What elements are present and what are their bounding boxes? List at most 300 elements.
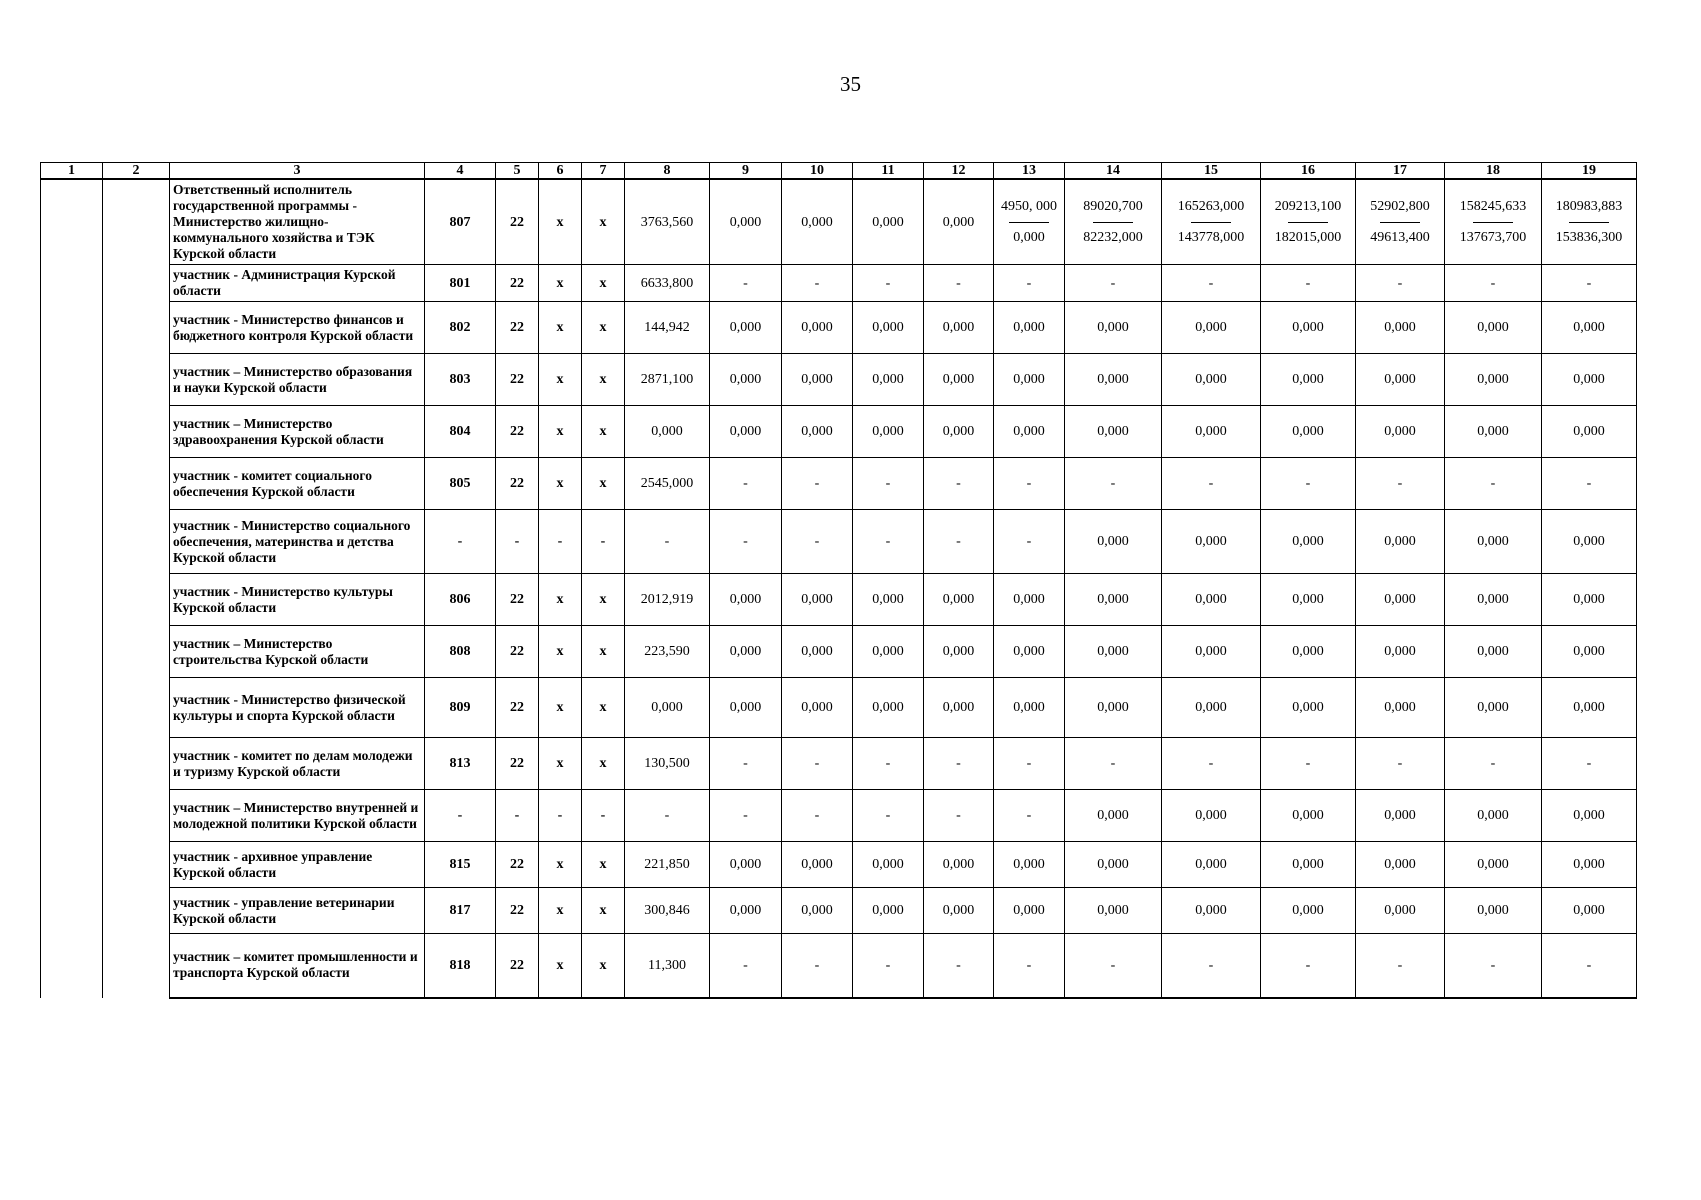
table-row [41, 179, 1637, 265]
header-row [41, 163, 1637, 180]
table-row [41, 510, 1637, 574]
value-cell: 300,846 [625, 888, 710, 934]
value-bottom: 137673,700 [1459, 230, 1527, 245]
value-cell: - [710, 458, 782, 510]
value-cell: - [782, 934, 853, 998]
participant-name: участник – Министерство внутренней и молодежной политики Курской области [170, 790, 425, 842]
split-value-cell [1445, 179, 1542, 265]
column-header: 13 [994, 163, 1065, 180]
value-cell: - [1445, 265, 1542, 302]
value-cell: - [496, 790, 539, 842]
value-cell: - [625, 790, 710, 842]
value-cell: - [924, 738, 994, 790]
value-cell: 0,000 [924, 354, 994, 406]
table-row [41, 406, 1637, 458]
empty-cell-col1 [41, 179, 103, 998]
value-top: 4950, 000 [1001, 199, 1057, 214]
value-cell: 0,000 [710, 302, 782, 354]
value-cell: 808 [425, 626, 496, 678]
value-cell: - [1445, 458, 1542, 510]
value-cell: 2871,100 [625, 354, 710, 406]
fraction-divider [1009, 222, 1049, 223]
fraction-divider [1473, 222, 1513, 223]
value-cell: - [853, 738, 924, 790]
value-cell: х [582, 302, 625, 354]
table-row [41, 458, 1637, 510]
value-cell: 0,000 [1445, 510, 1542, 574]
value-cell: х [539, 626, 582, 678]
value-cell: 0,000 [853, 406, 924, 458]
value-cell: 0,000 [1261, 510, 1356, 574]
participant-name: участник - Министерство социального обеспечения, материнства и детства Курской области [170, 510, 425, 574]
value-cell: 0,000 [924, 626, 994, 678]
value-cell: - [1445, 738, 1542, 790]
value-cell: - [1065, 458, 1162, 510]
value-top: 52902,800 [1370, 199, 1430, 214]
value-cell: 0,000 [1065, 678, 1162, 738]
budget-table [40, 162, 1637, 999]
value-cell: 0,000 [994, 574, 1065, 626]
value-cell: 0,000 [1065, 842, 1162, 888]
table-row [41, 265, 1637, 302]
value-cell: - [1445, 934, 1542, 998]
value-cell: х [539, 738, 582, 790]
value-cell: 22 [496, 626, 539, 678]
value-cell: - [1162, 738, 1261, 790]
value-cell: 0,000 [853, 678, 924, 738]
value-cell: 0,000 [924, 406, 994, 458]
value-cell: 22 [496, 265, 539, 302]
value-cell: - [710, 934, 782, 998]
value-cell: 22 [496, 302, 539, 354]
value-cell: 0,000 [924, 302, 994, 354]
value-cell: 0,000 [1261, 888, 1356, 934]
value-cell: 0,000 [1542, 574, 1637, 626]
value-cell: 0,000 [1542, 354, 1637, 406]
value-cell: 2545,000 [625, 458, 710, 510]
value-cell: - [994, 934, 1065, 998]
value-cell: 802 [425, 302, 496, 354]
value-cell: х [582, 678, 625, 738]
value-cell: 0,000 [1356, 510, 1445, 574]
column-header: 19 [1542, 163, 1637, 180]
participant-name: участник - Министерство финансов и бюджетного контроля Курской области [170, 302, 425, 354]
value-cell: 0,000 [1261, 302, 1356, 354]
value-cell: 0,000 [853, 179, 924, 265]
value-cell: - [1356, 265, 1445, 302]
value-cell: 0,000 [710, 888, 782, 934]
value-cell: - [1065, 265, 1162, 302]
value-cell: - [782, 738, 853, 790]
table-row [41, 842, 1637, 888]
table-row [41, 790, 1637, 842]
value-cell: - [1162, 458, 1261, 510]
value-cell: х [582, 842, 625, 888]
participant-name: участник - комитет по делам молодежи и туризму Курской области [170, 738, 425, 790]
value-cell: - [853, 510, 924, 574]
value-cell: - [994, 790, 1065, 842]
value-cell: 0,000 [1162, 842, 1261, 888]
fraction-divider [1093, 222, 1133, 223]
value-cell: 0,000 [1542, 626, 1637, 678]
value-cell: 0,000 [1162, 510, 1261, 574]
value-cell: - [924, 265, 994, 302]
value-cell: 0,000 [710, 354, 782, 406]
participant-name: Ответственный исполнитель государственной программы - Министерство жилищно-коммунального хозяйства и ТЭК Курской области [170, 179, 425, 265]
value-cell: х [539, 179, 582, 265]
value-cell: - [539, 510, 582, 574]
value-cell: 0,000 [1356, 888, 1445, 934]
value-cell: - [496, 510, 539, 574]
value-cell: 0,000 [710, 842, 782, 888]
value-cell: 0,000 [1162, 406, 1261, 458]
value-cell: - [924, 934, 994, 998]
value-cell: х [582, 354, 625, 406]
column-header: 9 [710, 163, 782, 180]
value-cell: 0,000 [1261, 574, 1356, 626]
value-top: 89020,700 [1083, 199, 1143, 214]
value-cell: - [539, 790, 582, 842]
value-cell: х [582, 179, 625, 265]
table-row [41, 574, 1637, 626]
value-cell: х [539, 302, 582, 354]
value-cell: - [1261, 458, 1356, 510]
value-cell: 0,000 [1445, 302, 1542, 354]
value-cell: - [1162, 265, 1261, 302]
value-cell: 0,000 [782, 888, 853, 934]
value-cell: 0,000 [924, 574, 994, 626]
value-cell: 806 [425, 574, 496, 626]
participant-name: участник – Министерство здравоохранения Курской области [170, 406, 425, 458]
value-cell: - [1261, 934, 1356, 998]
value-cell: 813 [425, 738, 496, 790]
value-cell: - [710, 738, 782, 790]
value-cell: х [539, 934, 582, 998]
value-cell: х [539, 888, 582, 934]
value-cell: 0,000 [853, 842, 924, 888]
value-cell: 0,000 [924, 179, 994, 265]
value-cell: 0,000 [1542, 678, 1637, 738]
column-header: 16 [1261, 163, 1356, 180]
split-value-cell [1065, 179, 1162, 265]
value-cell: 0,000 [1356, 678, 1445, 738]
value-cell: 0,000 [1162, 302, 1261, 354]
value-cell: - [853, 934, 924, 998]
value-cell: 0,000 [924, 678, 994, 738]
value-cell: 0,000 [782, 354, 853, 406]
value-cell: 0,000 [710, 179, 782, 265]
value-bottom: 0,000 [1013, 230, 1045, 245]
participant-name: участник - Администрация Курской области [170, 265, 425, 302]
table-row [41, 678, 1637, 738]
value-cell: 0,000 [924, 842, 994, 888]
value-cell: х [539, 678, 582, 738]
value-cell: - [1542, 458, 1637, 510]
split-value-cell [1356, 179, 1445, 265]
value-cell: 0,000 [1162, 790, 1261, 842]
value-cell: 0,000 [1542, 510, 1637, 574]
value-bottom: 182015,000 [1274, 230, 1342, 245]
value-cell: - [994, 510, 1065, 574]
value-cell: 0,000 [1356, 790, 1445, 842]
value-cell: 0,000 [782, 302, 853, 354]
value-cell: - [1542, 738, 1637, 790]
value-cell: - [1261, 738, 1356, 790]
value-cell: 144,942 [625, 302, 710, 354]
value-cell: - [924, 458, 994, 510]
column-header: 10 [782, 163, 853, 180]
value-cell: х [582, 574, 625, 626]
table-row [41, 934, 1637, 998]
value-cell: 0,000 [1445, 842, 1542, 888]
value-cell: 0,000 [1445, 790, 1542, 842]
value-cell: 0,000 [782, 842, 853, 888]
value-cell: 807 [425, 179, 496, 265]
value-cell: 0,000 [782, 626, 853, 678]
value-cell: - [782, 790, 853, 842]
value-cell: 22 [496, 458, 539, 510]
value-cell: 0,000 [1445, 678, 1542, 738]
value-cell: - [1356, 934, 1445, 998]
value-cell: 0,000 [1356, 406, 1445, 458]
value-cell: - [582, 790, 625, 842]
value-cell: - [782, 265, 853, 302]
participant-name: участник - комитет социального обеспечения Курской области [170, 458, 425, 510]
column-header: 4 [425, 163, 496, 180]
participant-name: участник – Министерство образования и науки Курской области [170, 354, 425, 406]
value-cell: х [539, 354, 582, 406]
value-cell: х [582, 406, 625, 458]
value-cell: 815 [425, 842, 496, 888]
column-header: 18 [1445, 163, 1542, 180]
value-cell: 0,000 [1065, 574, 1162, 626]
value-cell: 0,000 [994, 888, 1065, 934]
value-cell: - [1542, 265, 1637, 302]
table-row [41, 626, 1637, 678]
value-cell: 0,000 [853, 354, 924, 406]
split-value-cell [1261, 179, 1356, 265]
value-cell: 22 [496, 934, 539, 998]
value-cell: 817 [425, 888, 496, 934]
value-cell: 0,000 [1162, 888, 1261, 934]
value-cell: х [582, 458, 625, 510]
column-header: 15 [1162, 163, 1261, 180]
value-cell: 0,000 [1356, 626, 1445, 678]
value-cell: 22 [496, 354, 539, 406]
value-cell: 0,000 [1065, 510, 1162, 574]
fraction-divider [1191, 222, 1231, 223]
table-row [41, 302, 1637, 354]
value-cell: 0,000 [1356, 302, 1445, 354]
value-cell: 0,000 [1445, 406, 1542, 458]
value-cell: 0,000 [1445, 574, 1542, 626]
column-header: 14 [1065, 163, 1162, 180]
value-cell: 22 [496, 842, 539, 888]
value-cell: 0,000 [994, 406, 1065, 458]
value-cell: 0,000 [853, 302, 924, 354]
value-cell: х [582, 888, 625, 934]
page-number: 35 [840, 72, 861, 96]
split-value-cell [1162, 179, 1261, 265]
value-cell: - [1065, 934, 1162, 998]
value-cell: 130,500 [625, 738, 710, 790]
value-cell: 0,000 [710, 626, 782, 678]
value-cell: х [582, 934, 625, 998]
value-cell: - [710, 790, 782, 842]
value-cell: 22 [496, 574, 539, 626]
value-cell: - [625, 510, 710, 574]
value-cell: 803 [425, 354, 496, 406]
participant-name: участник – Министерство строительства Курской области [170, 626, 425, 678]
value-cell: 0,000 [1065, 888, 1162, 934]
column-header: 2 [103, 163, 170, 180]
value-cell: 804 [425, 406, 496, 458]
value-cell: - [582, 510, 625, 574]
value-bottom: 153836,300 [1555, 230, 1623, 245]
column-header: 8 [625, 163, 710, 180]
fraction-divider [1288, 222, 1328, 223]
value-cell: 0,000 [1445, 626, 1542, 678]
value-cell: - [1542, 934, 1637, 998]
value-cell: - [425, 790, 496, 842]
value-cell: - [1261, 265, 1356, 302]
value-cell: 0,000 [1445, 354, 1542, 406]
value-cell: 818 [425, 934, 496, 998]
value-cell: 0,000 [782, 574, 853, 626]
value-cell: х [582, 265, 625, 302]
value-cell: 0,000 [1261, 406, 1356, 458]
value-cell: - [853, 458, 924, 510]
value-cell: 22 [496, 678, 539, 738]
table-row [41, 888, 1637, 934]
value-cell: 22 [496, 406, 539, 458]
value-cell: 6633,800 [625, 265, 710, 302]
value-cell: 0,000 [1542, 302, 1637, 354]
value-cell: 0,000 [782, 179, 853, 265]
value-cell: 0,000 [1356, 354, 1445, 406]
value-cell: 0,000 [1162, 678, 1261, 738]
column-header: 12 [924, 163, 994, 180]
table-row [41, 738, 1637, 790]
value-cell: 0,000 [710, 678, 782, 738]
value-cell: 0,000 [924, 888, 994, 934]
value-top: 165263,000 [1177, 199, 1245, 214]
value-cell: 0,000 [625, 406, 710, 458]
value-cell: х [539, 265, 582, 302]
value-cell: 0,000 [1542, 842, 1637, 888]
value-cell: х [582, 738, 625, 790]
value-cell: х [539, 842, 582, 888]
value-cell: 0,000 [994, 354, 1065, 406]
value-cell: 805 [425, 458, 496, 510]
value-cell: 0,000 [1445, 888, 1542, 934]
value-cell: х [539, 406, 582, 458]
value-cell: 0,000 [994, 842, 1065, 888]
value-top: 158245,633 [1459, 199, 1527, 214]
column-header: 5 [496, 163, 539, 180]
value-cell: 0,000 [1065, 406, 1162, 458]
participant-name: участник - Министерство культуры Курской области [170, 574, 425, 626]
table-row [41, 354, 1637, 406]
value-cell: - [425, 510, 496, 574]
value-top: 180983,883 [1555, 199, 1623, 214]
value-cell: 801 [425, 265, 496, 302]
column-header: 7 [582, 163, 625, 180]
value-cell: 0,000 [994, 626, 1065, 678]
value-cell: - [994, 458, 1065, 510]
empty-cell-col2 [103, 179, 170, 998]
value-cell: - [994, 265, 1065, 302]
value-cell: 809 [425, 678, 496, 738]
column-header: 1 [41, 163, 103, 180]
participant-name: участник - управление ветеринарии Курской области [170, 888, 425, 934]
value-cell: 0,000 [1542, 406, 1637, 458]
value-cell: - [782, 458, 853, 510]
value-cell: 223,590 [625, 626, 710, 678]
value-cell: - [710, 265, 782, 302]
fraction-divider [1569, 222, 1609, 223]
value-cell: 3763,560 [625, 179, 710, 265]
value-cell: 0,000 [1162, 626, 1261, 678]
value-cell: - [1065, 738, 1162, 790]
value-cell: 0,000 [782, 406, 853, 458]
value-cell: 0,000 [1356, 842, 1445, 888]
participant-name: участник - архивное управление Курской области [170, 842, 425, 888]
column-header: 17 [1356, 163, 1445, 180]
participant-name: участник - Министерство физической культуры и спорта Курской области [170, 678, 425, 738]
split-value-cell [1542, 179, 1637, 265]
value-cell: - [853, 265, 924, 302]
value-cell: 0,000 [1065, 790, 1162, 842]
value-cell: 22 [496, 179, 539, 265]
value-cell: 0,000 [853, 574, 924, 626]
value-cell: 0,000 [1261, 354, 1356, 406]
value-cell: 0,000 [1261, 626, 1356, 678]
value-cell: 11,300 [625, 934, 710, 998]
value-cell: - [1162, 934, 1261, 998]
value-cell: 0,000 [782, 678, 853, 738]
value-cell: 0,000 [1065, 626, 1162, 678]
split-value-cell [994, 179, 1065, 265]
value-cell: - [924, 510, 994, 574]
value-cell: 0,000 [1356, 574, 1445, 626]
value-bottom: 49613,400 [1370, 230, 1430, 245]
value-cell: х [582, 626, 625, 678]
column-header: 3 [170, 163, 425, 180]
value-cell: 0,000 [710, 406, 782, 458]
value-cell: - [1356, 458, 1445, 510]
value-cell: 0,000 [994, 302, 1065, 354]
value-cell: х [539, 458, 582, 510]
value-top: 209213,100 [1274, 199, 1342, 214]
value-cell: 0,000 [1065, 302, 1162, 354]
value-cell: 0,000 [1542, 790, 1637, 842]
participant-name: участник – комитет промышленности и транспорта Курской области [170, 934, 425, 998]
value-cell: 2012,919 [625, 574, 710, 626]
table-body [41, 179, 1637, 998]
value-cell: 22 [496, 888, 539, 934]
value-cell: 0,000 [1065, 354, 1162, 406]
value-cell: 0,000 [1542, 888, 1637, 934]
value-cell: 0,000 [853, 626, 924, 678]
value-cell: - [710, 510, 782, 574]
value-cell: 0,000 [625, 678, 710, 738]
value-cell: - [924, 790, 994, 842]
value-cell: - [853, 790, 924, 842]
value-cell: 0,000 [1261, 790, 1356, 842]
value-cell: 0,000 [853, 888, 924, 934]
column-header: 11 [853, 163, 924, 180]
